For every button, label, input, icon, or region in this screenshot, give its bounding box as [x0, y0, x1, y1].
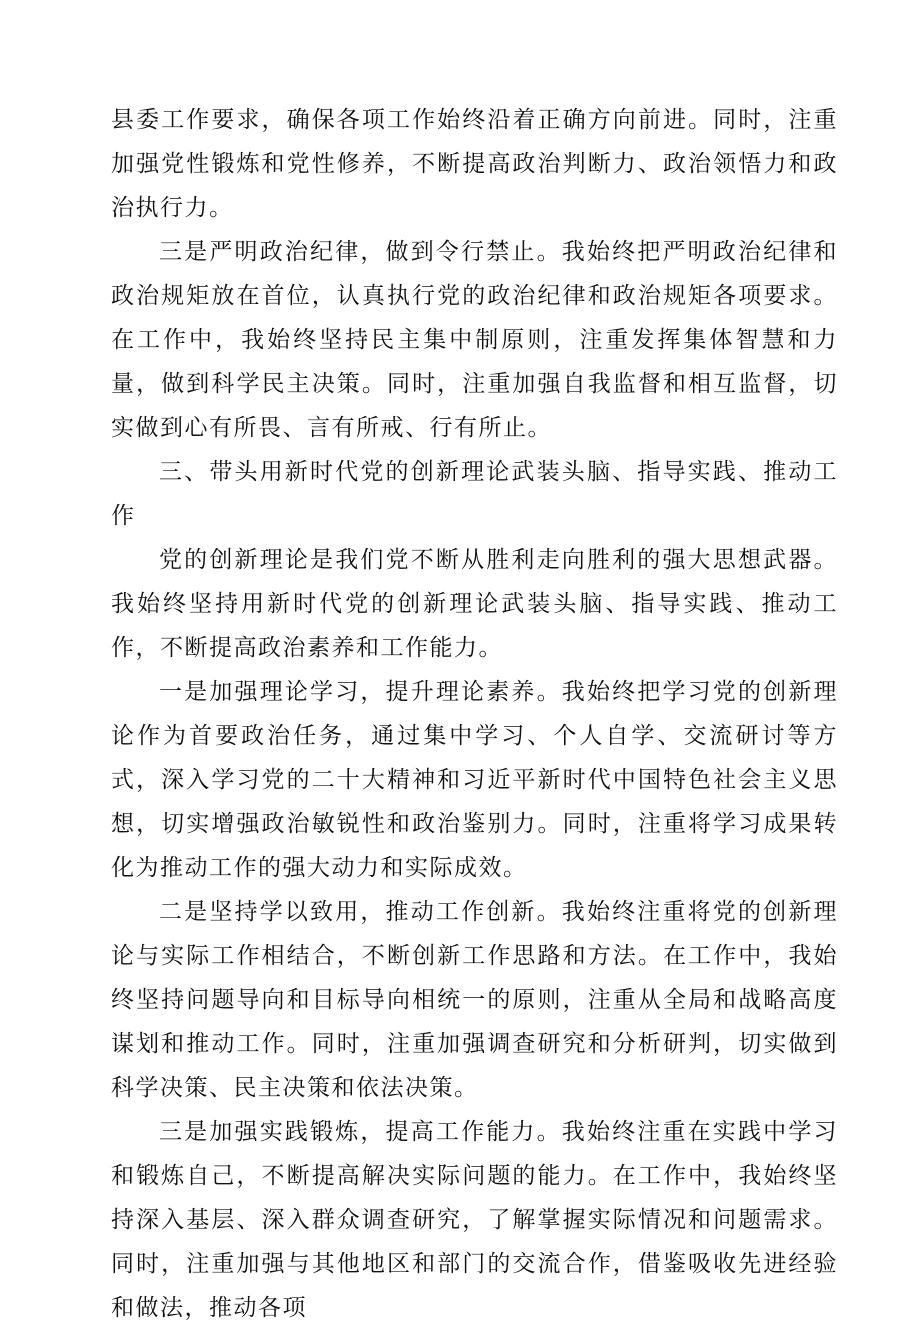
- paragraph-political-discipline: 三是严明政治纪律，做到令行禁止。我始终把严明政治纪律和政治规矩放在首位，认真执行党的政治纪律和政治规矩各项要求。在工作中，我始终坚持民主集中制原则，注重发挥集体智慧和力量，做到科学民主决策。同时，注重加强自我监督和相互监督，切实做到心有所畏、言有所戒、行有所止。: [111, 239, 838, 441]
- paragraph-theory-study: 一是加强理论学习，提升理论素养。我始终把学习党的创新理论作为首要政治任务，通过集中学习、个人自学、交流研讨等方式，深入学习党的二十大精神和习近平新时代中国特色社会主义思想，切实增强政治敏锐性和政治鉴别力。同时，注重将学习成果转化为推动工作的强大动力和实际成效。: [111, 679, 838, 881]
- paragraph-apply-learning: 二是坚持学以致用，推动工作创新。我始终注重将党的创新理论与实际工作相结合，不断创新工作思路和方法。在工作中，我始终坚持问题导向和目标导向相统一的原则，注重从全局和战略高度谋划和推动工作。同时，注重加强调查研究和分析研判，切实做到科学决策、民主决策和依法决策。: [111, 899, 838, 1101]
- document-page: [111, 98, 838, 1330]
- paragraph-continuation: 县委工作要求，确保各项工作始终沿着正确方向前进。同时，注重加强党性锻炼和党性修养，不断提高政治判断力、政治领悟力和政治执行力。: [111, 107, 838, 221]
- paragraph-innovation-theory: 党的创新理论是我们党不断从胜利走向胜利的强大思想武器。我始终坚持用新时代党的创新理论武装头脑、指导实践、推动工作，不断提高政治素养和工作能力。: [111, 547, 838, 661]
- section-heading-three: 三、带头用新时代党的创新理论武装头脑、指导实践、推动工作: [111, 459, 838, 529]
- paragraph-practice-training: 三是加强实践锻炼，提高工作能力。我始终注重在实践中学习和锻炼自己，不断提高解决实际问题的能力。在工作中，我始终坚持深入基层、深入群众调查研究，了解掌握实际情况和问题需求。同时，注重加强与其他地区和部门的交流合作，借鉴吸收先进经验和做法，推动各项: [111, 1119, 838, 1321]
